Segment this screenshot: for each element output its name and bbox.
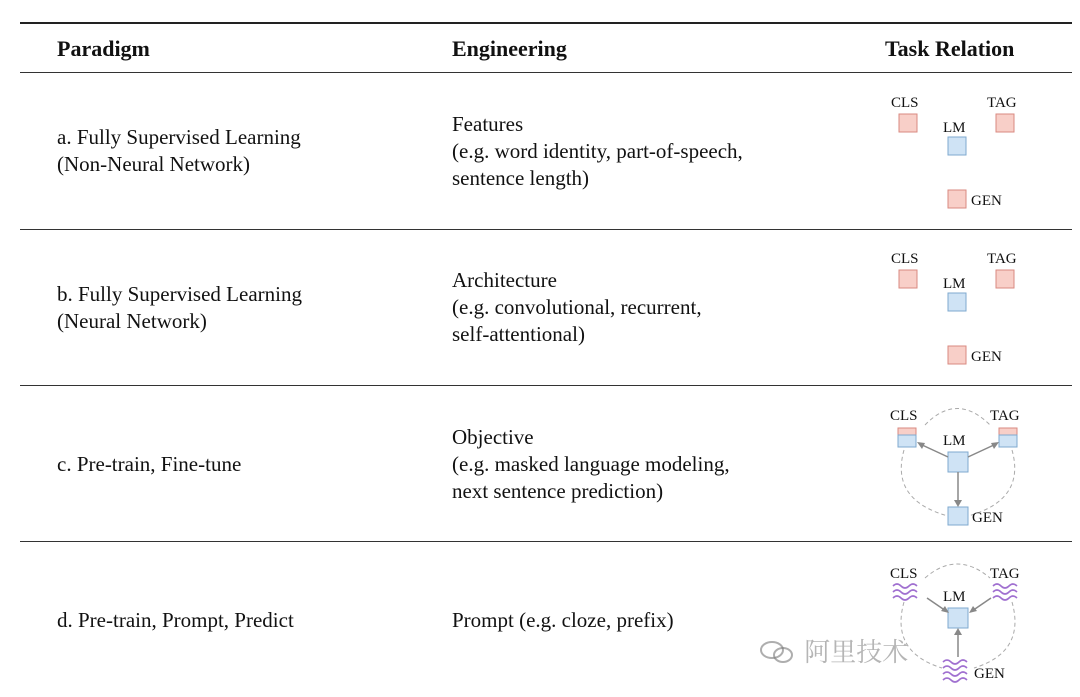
lm-box [948, 452, 968, 472]
row-b-engineering: Architecture (e.g. convolutional, recurrent, self-attentional) [452, 268, 702, 346]
header-task-relation: Task Relation [885, 36, 1015, 61]
relation-diagram-d [880, 556, 1050, 691]
gen-label: GEN [971, 349, 1002, 365]
row-b-rule [20, 385, 1072, 386]
tag-box [996, 114, 1014, 132]
lm-label: LM [943, 120, 966, 136]
cls-box [899, 114, 917, 132]
row-a-rule [20, 229, 1072, 230]
relation-diagram-a [880, 88, 1050, 218]
gen-prompt-wave-icon [943, 660, 967, 682]
gen-box [948, 507, 968, 525]
tag-label: TAG [987, 251, 1017, 267]
row-a-paradigm: a. Fully Supervised Learning (Non-Neural Network) [57, 125, 301, 176]
cls-label: CLS [890, 566, 918, 582]
gen-box [948, 190, 966, 208]
lm-label: LM [943, 433, 966, 449]
wechat-icon [758, 638, 804, 668]
row-a-engineering: Features (e.g. word identity, part-of-speech, sentence length) [452, 112, 743, 190]
watermark-text: 阿里技术 [804, 638, 909, 668]
tag-label: TAG [990, 566, 1020, 582]
tag-head [999, 428, 1017, 435]
lm-box [948, 137, 966, 155]
row-d-paradigm: d. Pre-train, Prompt, Predict [57, 608, 294, 632]
row-c-paradigm: c. Pre-train, Fine-tune [57, 452, 242, 476]
tag-prompt-wave-icon [993, 584, 1017, 600]
gen-label: GEN [974, 666, 1005, 682]
cls-body [898, 435, 916, 447]
lm-box [948, 293, 966, 311]
lm-label: LM [943, 589, 966, 605]
cls-box [899, 270, 917, 288]
cls-label: CLS [891, 95, 919, 111]
relation-diagram-c [880, 400, 1050, 535]
gen-box [948, 346, 966, 364]
header-paradigm: Paradigm [57, 36, 150, 61]
row-c-rule [20, 541, 1072, 542]
tag-body [999, 435, 1017, 447]
relation-diagram-b [880, 244, 1050, 374]
cls-prompt-wave-icon [893, 584, 917, 600]
tag-label: TAG [990, 408, 1020, 424]
lm-box [948, 608, 968, 628]
arrow-lm-tag [968, 444, 996, 457]
header-engineering: Engineering [452, 36, 567, 61]
cls-head [898, 428, 916, 435]
table-top-rule [20, 22, 1072, 24]
row-d-engineering: Prompt (e.g. cloze, prefix) [452, 608, 674, 632]
tag-label: TAG [987, 95, 1017, 111]
header-rule [20, 72, 1072, 73]
row-c-engineering: Objective (e.g. masked language modeling, next sentence prediction) [452, 425, 730, 503]
gen-label: GEN [972, 510, 1003, 526]
tag-box [996, 270, 1014, 288]
cls-label: CLS [890, 408, 918, 424]
watermark [758, 632, 908, 669]
cls-label: CLS [891, 251, 919, 267]
lm-label: LM [943, 276, 966, 292]
row-b-paradigm: b. Fully Supervised Learning (Neural Network) [57, 282, 302, 333]
gen-label: GEN [971, 193, 1002, 209]
